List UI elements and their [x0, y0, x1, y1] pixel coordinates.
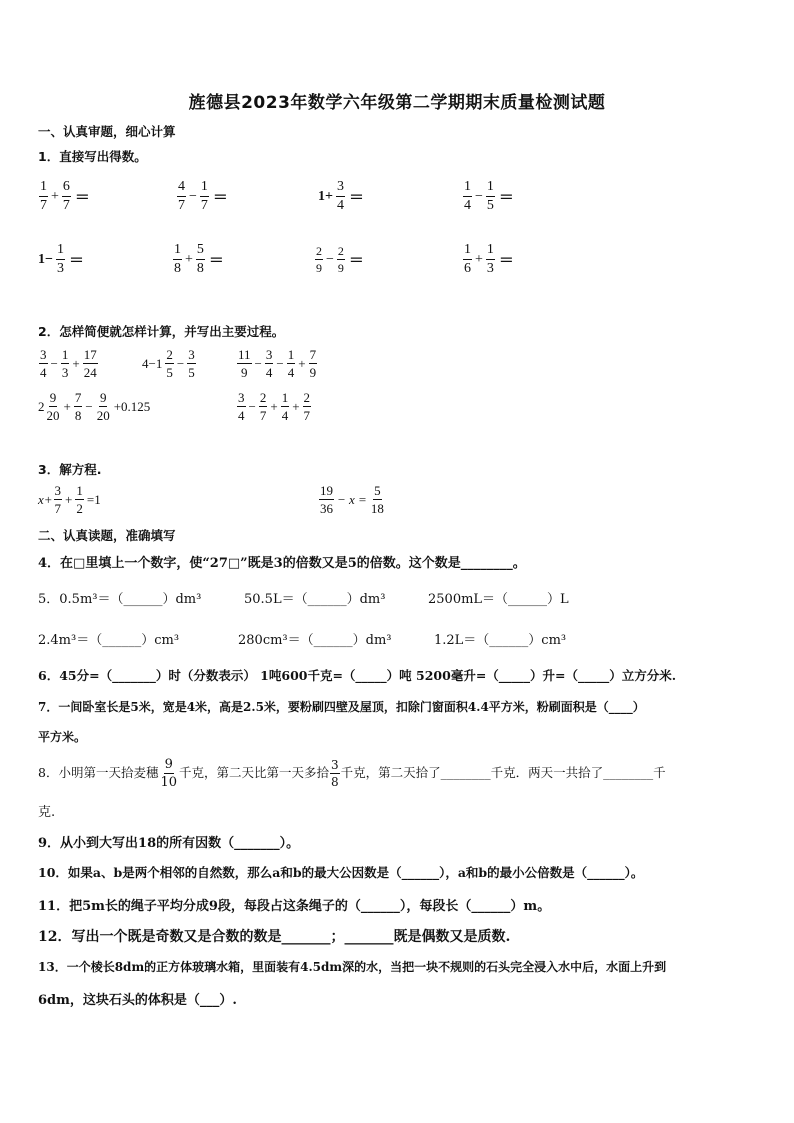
q1-item-4: $\frac{1}{4}$ − $\frac{1}{5}$ ＝ — [464, 179, 514, 213]
q3-equation-1: x+ $\frac{3}{7}$ + $\frac{1}{2}$ =1 — [38, 483, 101, 516]
q8-line-1: 8．小明第一天拾麦穗 $\frac{9}{10}$ 千克，第二天比第一天多拾 $\frac{3}{8}$ 千克，第二天拾了________千克．两天一共拾了________千 — [38, 757, 666, 790]
q2-expr-1: $\frac{3}{4}$ − $\frac{1}{3}$ + $\frac{17}{24}$ — [40, 347, 97, 380]
q3-equation-2: $\frac{19}{36}$ − x = $\frac{5}{18}$ — [320, 483, 384, 516]
q5-d: 2.4m³＝（______）cm³ — [38, 633, 180, 648]
q5-b: 50.5L＝（______）dm³ — [244, 592, 386, 607]
q2-expr-2: 4−1 $\frac{2}{5}$ − $\frac{3}{5}$ — [142, 347, 195, 380]
q5-e: 280cm³＝（______）dm³ — [238, 633, 392, 648]
q1-item-1: $\frac{1}{7}$ + $\frac{6}{7}$ ＝ — [40, 179, 90, 213]
q13-line-2: 6dm，这块石头的体积是（___）. — [38, 993, 237, 1008]
q6-text: 6．45分=（_______）时（分数表示） 1吨600千克=（_____）吨 5200毫升=（_____）升=（_____）立方分米. — [38, 668, 677, 683]
q13-line-1: 13．一个棱长8dm的正方体玻璃水箱，里面装有4.5dm深的水，当把一块不规则的石头完全浸入水中后，水面上升到 — [38, 960, 667, 974]
q1-item-2: $\frac{4}{7}$ − $\frac{1}{7}$ ＝ — [178, 179, 228, 213]
q10-text: 10．如果a、b是两个相邻的自然数，那么a和b的最大公因数是（______），a和b的最小公倍数是（______）。 — [38, 865, 644, 880]
q9-text: 9．从小到大写出18的所有因数（_______）。 — [38, 836, 300, 851]
q2-label: 2．怎样简便就怎样计算，并写出主要过程。 — [38, 324, 285, 339]
q5-a: 5．0.5m³＝（______）dm³ — [38, 592, 202, 607]
q5-c: 2500mL＝（______）L — [428, 592, 569, 607]
q5-f: 1.2L＝（______）cm³ — [434, 633, 567, 648]
q4-text: 4．在□里填上一个数字，使“27□”既是3的倍数又是5的倍数。这个数是________。 — [38, 556, 526, 571]
q7-line-2: 平方米。 — [38, 730, 87, 744]
q3-label: 3．解方程. — [38, 462, 102, 477]
q1-item-6: $\frac{1}{8}$ + $\frac{5}{8}$ ＝ — [174, 242, 224, 276]
page-title: 旌德县2023年数学六年级第二学期期末质量检测试题 — [188, 93, 606, 113]
q1-item-7: $\frac{2}{9}$ − $\frac{2}{9}$ ＝ — [316, 244, 364, 275]
section-1-heading: 一、认真审题，细心计算 — [38, 124, 176, 139]
q12-text: 12．写出一个既是奇数又是合数的数是_______；_______既是偶数又是质数. — [38, 929, 511, 945]
q1-item-3: 1+ $\frac{3}{4}$ ＝ — [318, 179, 364, 213]
q1-label: 1．直接写出得数。 — [38, 149, 147, 164]
section-2-heading: 二、认真读题，准确填写 — [38, 528, 176, 543]
q7-line-1: 7．一间卧室长是5米，宽是4米，高是2.5米，要粉刷四壁及屋顶，扣除门窗面积4.4平方米，粉刷面积是（____） — [38, 700, 645, 714]
q1-item-5: 1− $\frac{1}{3}$ ＝ — [38, 242, 84, 276]
q2-expr-3: $\frac{11}{9}$ − $\frac{3}{4}$ − $\frac{1}{4}$ + $\frac{7}{9}$ — [238, 347, 317, 380]
q2-expr-5: $\frac{3}{4}$ − $\frac{2}{7}$ + $\frac{1}{4}$ + $\frac{2}{7}$ — [238, 390, 311, 423]
q11-text: 11．把5m长的绳子平均分成9段，每段占这条绳子的（______），每段长（______）m。 — [38, 899, 551, 914]
q2-expr-4: 2 $\frac{9}{20}$ + $\frac{7}{8}$ − $\frac{9}{20}$ +0.125 — [38, 390, 151, 423]
q1-item-8: $\frac{1}{6}$ + $\frac{1}{3}$ ＝ — [464, 242, 514, 276]
q8-line-2: 克. — [38, 805, 56, 820]
